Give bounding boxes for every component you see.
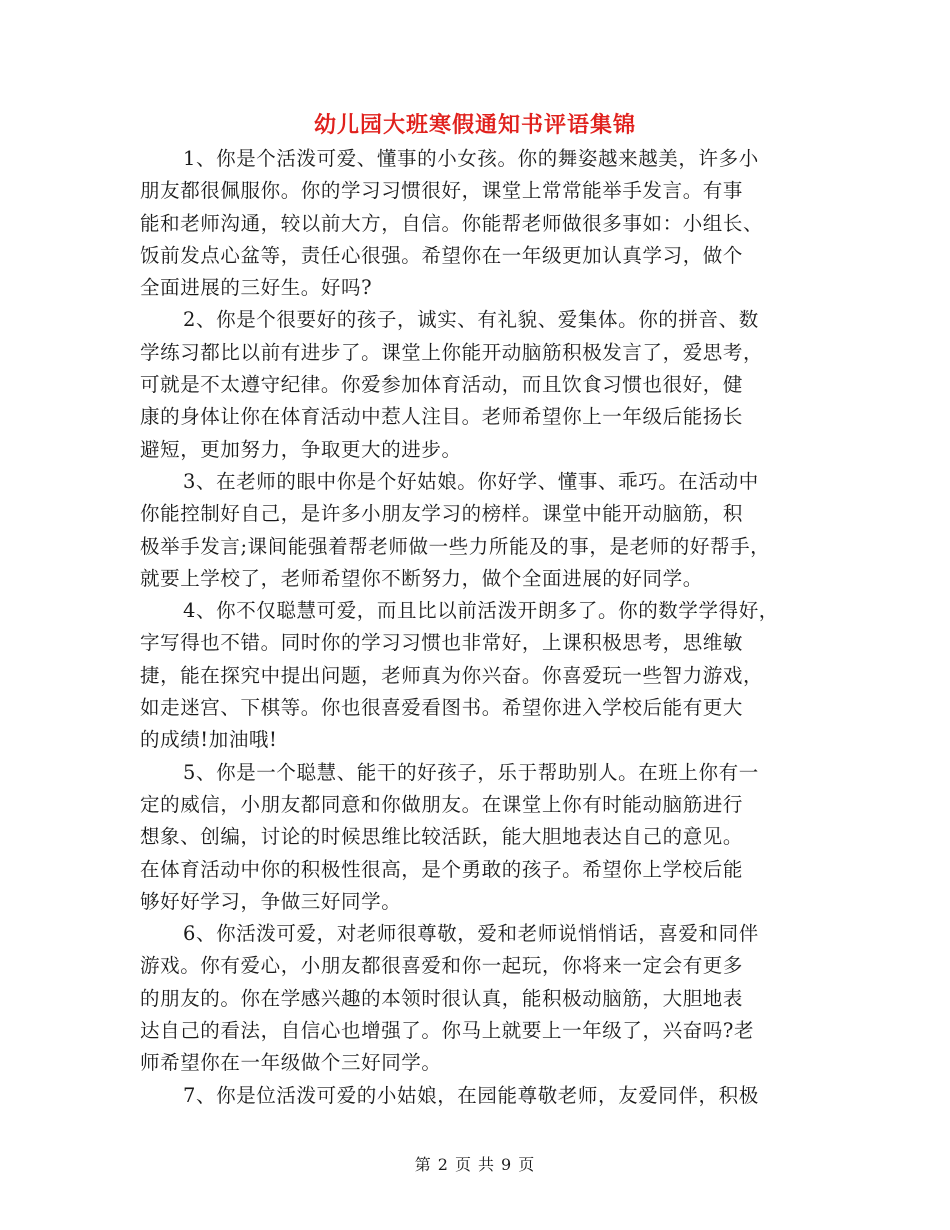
- text-line: 1、你是个活泼可爱、懂事的小女孩。你的舞姿越来越美，许多小: [183, 147, 759, 170]
- text-line: 游戏。你有爱心，小朋友都很喜爱和你一起玩，你将来一定会有更多: [140, 954, 744, 978]
- text-line: 7、你是位活泼可爱的小姑娘，在园能尊敬老师，友爱同伴，积极: [183, 1083, 759, 1107]
- text-line: 可就是不太遵守纪律。你爱参加体育活动，而且饮食习惯也很好，健: [140, 373, 744, 397]
- text-line: 在体育活动中你的积极性很高，是个勇敢的孩子。希望你上学校后能: [140, 857, 744, 881]
- text-line: 能和老师沟通，较以前大方，自信。你能帮老师做很多事如：小组长、: [140, 211, 764, 235]
- text-line: 3、在老师的眼中你是个好姑娘。你好学、懂事、乖巧。在活动中: [183, 469, 759, 493]
- text-line: 定的威信，小朋友都同意和你做朋友。在课堂上你有时能动脑筋进行: [140, 792, 744, 816]
- text-line: 4、你不仅聪慧可爱，而且比以前活泼开朗多了。你的数学学得好，: [183, 599, 779, 623]
- document-body: [140, 143, 820, 1112]
- text-line: 师希望你在一年级做个三好同学。: [140, 1051, 442, 1075]
- text-line: 饭前发点心盆等，责任心很强。希望你在一年级更加认真学习，做个: [140, 243, 744, 267]
- footer-current-page: 2: [437, 1155, 449, 1174]
- footer-total-pages: 9: [501, 1155, 513, 1174]
- text-line: 6、你活泼可爱，对老师很尊敬，爱和老师说悄悄话，喜爱和同伴: [183, 922, 759, 946]
- footer-total-word: 共: [478, 1155, 496, 1174]
- text-line: 字写得也不错。同时你的学习习惯也非常好，上课积极思考，思维敏: [140, 631, 744, 655]
- text-line: 就要上学校了，老师希望你不断努力，做个全面进展的好同学。: [140, 566, 703, 590]
- text-line: 想象、创编，讨论的时候思维比较活跃，能大胆地表达自己的意见。: [140, 825, 744, 849]
- text-line: 捷，能在探究中提出问题，老师真为你兴奋。你喜爱玩一些智力游戏，: [140, 663, 764, 687]
- text-line: 达自己的看法，自信心也增强了。你马上就要上一年级了，兴奋吗?老: [140, 1019, 755, 1043]
- text-line: 全面进展的三好生。好吗?: [140, 276, 373, 300]
- footer-suffix: 页: [518, 1155, 536, 1174]
- text-line: 够好好学习，争做三好同学。: [140, 889, 402, 913]
- text-line: 学练习都比以前有进步了。课堂上你能开动脑筋积极发言了，爱思考，: [140, 340, 764, 364]
- text-line: 极举手发言;课间能强着帮老师做一些力所能及的事，是老师的好帮手，: [140, 534, 771, 558]
- text-line: 的成绩!加油哦!: [140, 728, 278, 752]
- text-line: 2、你是个很要好的孩子，诚实、有礼貌、爱集体。你的拼音、数: [183, 308, 759, 332]
- footer-prefix: 第: [414, 1155, 432, 1174]
- document-title: 幼儿园大班寒假通知书评语集锦: [313, 112, 636, 138]
- text-line: 你能控制好自己，是许多小朋友学习的榜样。课堂中能开动脑筋，积: [140, 502, 744, 526]
- text-line: 避短，更加努力，争取更大的进步。: [140, 437, 462, 461]
- text-line: 的朋友的。你在学感兴趣的本领时很认真，能积极动脑筋，大胆地表: [140, 986, 744, 1010]
- text-line: 朋友都很佩服你。你的学习习惯很好，课堂上常常能举手发言。有事: [140, 179, 744, 203]
- footer-page-word: 页: [454, 1155, 472, 1174]
- page-footer: [0, 1154, 950, 1176]
- text-line: 如走迷宫、下棋等。你也很喜爱看图书。希望你进入学校后能有更大: [140, 696, 744, 720]
- text-line: 5、你是一个聪慧、能干的好孩子，乐于帮助别人。在班上你有一: [183, 760, 759, 784]
- text-line: 康的身体让你在体育活动中惹人注目。老师希望你上一年级后能扬长: [140, 405, 744, 429]
